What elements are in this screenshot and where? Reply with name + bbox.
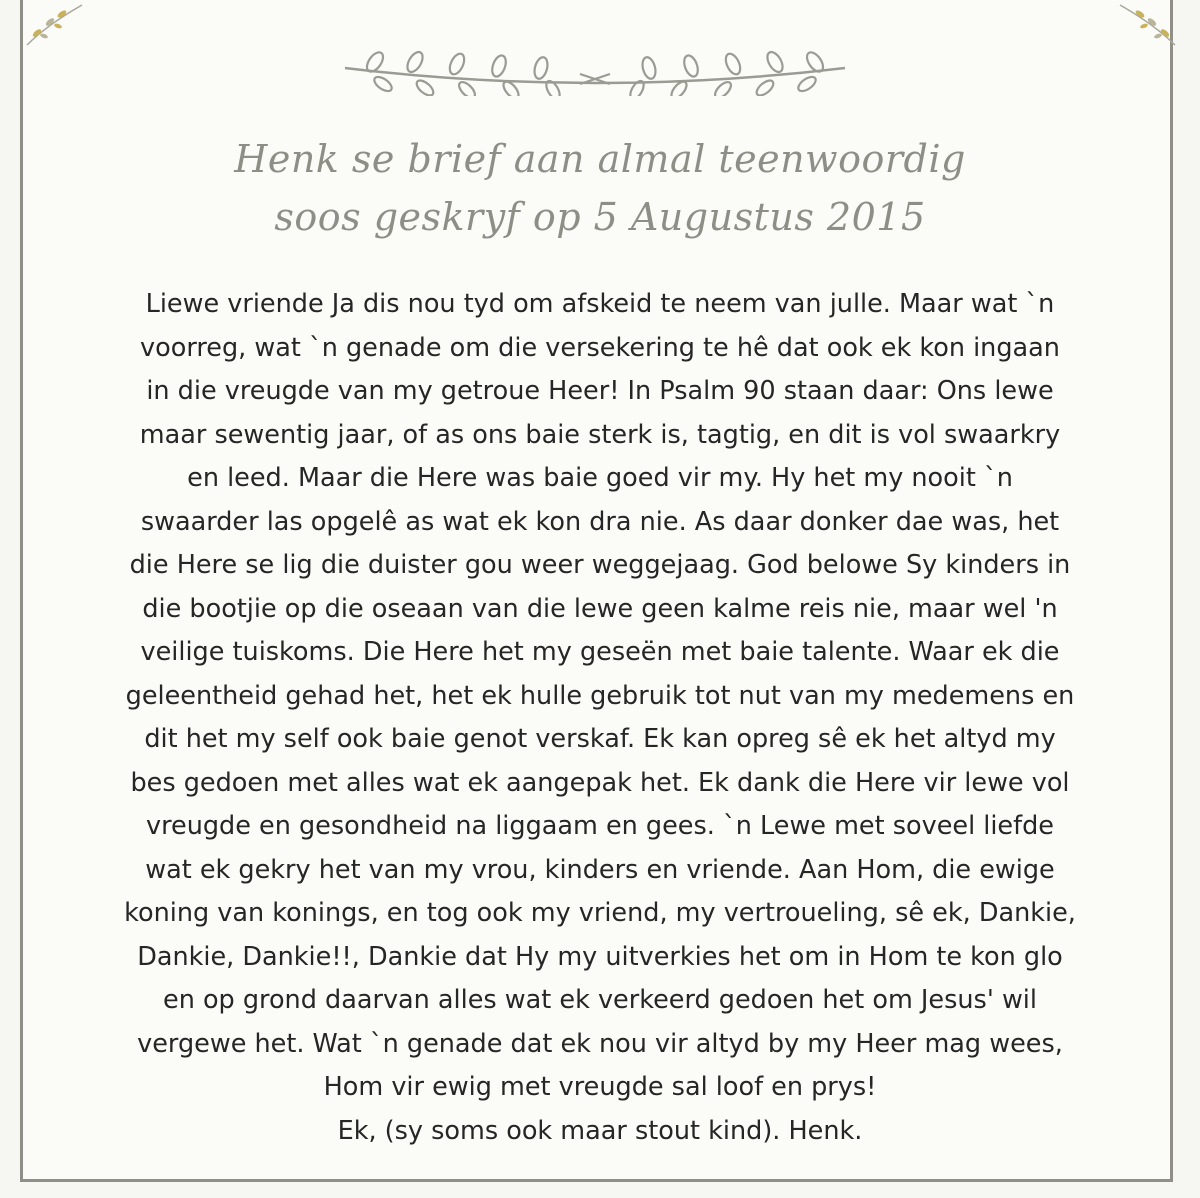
letter-line: maar sewentig jaar, of as ons baie sterk is, tagtig, en dit is vol swaarkry — [139, 419, 1061, 450]
letter-line: vergewe het. Wat `n genade dat ek nou vir altyd by my Heer mag wees, — [137, 1028, 1063, 1059]
letter-line: swaarder las opgelê as wat ek kon dra nie. As daar donker dae was, het — [140, 506, 1060, 537]
letter-line: veilige tuiskoms. Die Here het my geseën met baie talente. Waar ek die — [140, 637, 1060, 667]
letter-line: Liewe vriende Ja dis nou tyd om afskeid te neem van julle. Maar wat `n — [145, 289, 1055, 319]
letter-line: die bootjie op die oseaan van die lewe geen kalme reis nie, maar wel 'n — [142, 593, 1058, 624]
letter-line: koning van konings, en tog ook my vriend, my vertroueling, sê ek, Dankie, — [124, 898, 1076, 928]
letter-signature: Ek, (sy soms ook maar stout kind). Henk. — [337, 1115, 863, 1146]
letter-line: dit het my self ook baie genot verskaf. Ek kan opreg sê ek het altyd my — [144, 724, 1056, 754]
letter-body — [55, 283, 1145, 1153]
letter-line: wat ek gekry het van my vrou, kinders en vriende. Aan Hom, die ewige — [145, 854, 1055, 885]
page-title — [100, 130, 1100, 246]
laurel-garland-icon — [335, 28, 855, 96]
letter-line: voorreg, wat `n genade om die versekering te hê dat ook ek kon ingaan — [140, 332, 1060, 363]
leaf-sprig-icon — [1110, 0, 1180, 50]
leaf-sprig-icon — [22, 0, 92, 50]
letter-line: geleentheid gehad het, het ek hulle gebruik tot nut van my medemens en — [125, 680, 1075, 711]
letter-line: die Here se lig die duister gou weer weggejaag. God belowe Sy kinders in — [129, 550, 1071, 580]
letter-line: bes gedoen met alles wat ek aangepak het. Ek dank die Here vir lewe vol — [130, 767, 1070, 798]
letter-line: en leed. Maar die Here was baie goed vir my. Hy het my nooit `n — [187, 463, 1013, 493]
letter-line: in die vreugde van my getroue Heer! In Psalm 90 staan daar: Ons lewe — [146, 376, 1054, 406]
title-line-1: Henk se brief aan almal teenwoordig — [234, 137, 966, 181]
title-line-2: soos geskryf op 5 Augustus 2015 — [274, 195, 926, 239]
letter-line: Hom vir ewig met vreugde sal loof en prys! — [323, 1072, 877, 1102]
letter-line: vreugde en gesondheid na liggaam en gees. `n Lewe met soveel liefde — [146, 811, 1054, 841]
letter-line: en op grond daarvan alles wat ek verkeerd gedoen het om Jesus' wil — [163, 985, 1037, 1015]
letter-line: Dankie, Dankie!!, Dankie dat Hy my uitverkies het om in Hom te kon glo — [137, 941, 1063, 972]
